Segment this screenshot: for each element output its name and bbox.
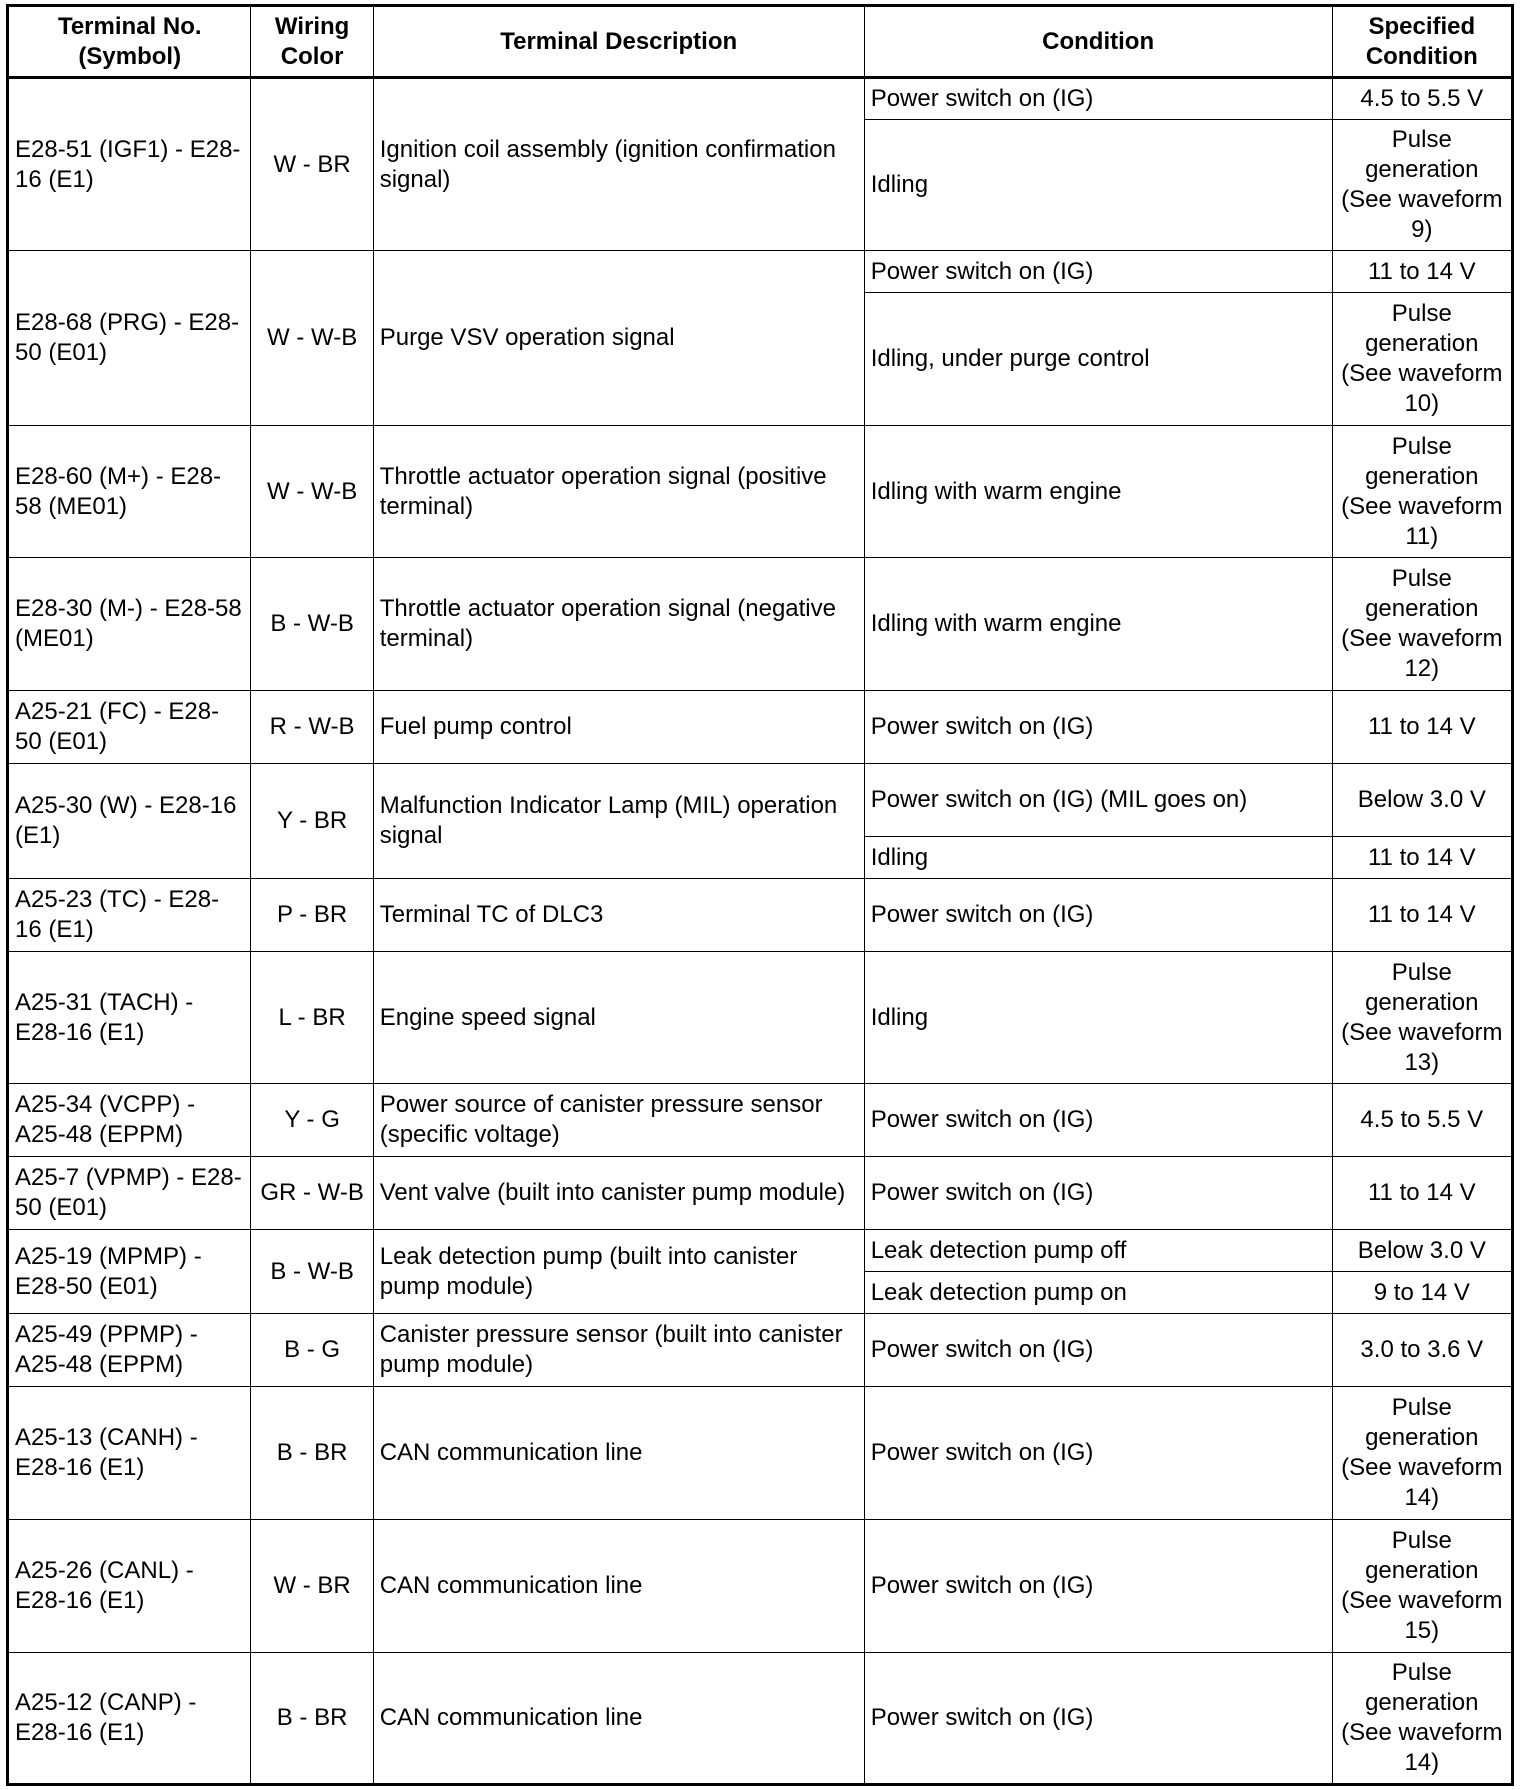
description-cell: Vent valve (built into canister pump module) [373, 1157, 864, 1230]
specified-cell: Pulse generation (See waveform 15) [1332, 1520, 1512, 1653]
header-terminal: Terminal No. (Symbol) [8, 6, 251, 78]
description-cell: CAN communication line [373, 1387, 864, 1520]
terminal-cell: E28-60 (M+) - E28-58 (ME01) [8, 426, 251, 558]
condition-cell: Leak detection pump off [864, 1230, 1332, 1272]
table-row [8, 78, 1513, 120]
condition-cell: Leak detection pump on [864, 1272, 1332, 1314]
condition-cell: Idling [864, 120, 1332, 251]
specified-cell: 9 to 14 V [1332, 1272, 1512, 1314]
condition-cell: Power switch on (IG) [864, 1520, 1332, 1653]
wiring-color-cell: GR - W-B [251, 1157, 373, 1230]
wiring-color-cell: Y - G [251, 1084, 373, 1157]
terminal-cell: A25-49 (PPMP) - A25-48 (EPPM) [8, 1314, 251, 1387]
condition-cell: Idling, under purge control [864, 293, 1332, 426]
condition-cell: Power switch on (IG) [864, 1157, 1332, 1230]
description-cell: Malfunction Indicator Lamp (MIL) operation signal [373, 764, 864, 879]
description-cell: Throttle actuator operation signal (negative terminal) [373, 558, 864, 691]
terminal-cell: A25-19 (MPMP) - E28-50 (E01) [8, 1230, 251, 1314]
header-terminal-description: Terminal Description [373, 6, 864, 78]
description-cell: Throttle actuator operation signal (positive terminal) [373, 426, 864, 558]
terminal-cell: A25-13 (CANH) - E28-16 (E1) [8, 1387, 251, 1520]
description-cell: Fuel pump control [373, 691, 864, 764]
wiring-color-cell: L - BR [251, 952, 373, 1084]
wiring-color-cell: R - W-B [251, 691, 373, 764]
description-cell: CAN communication line [373, 1520, 864, 1653]
header-specified-condition: Specified Condition [1332, 6, 1512, 78]
table-row [8, 1230, 1513, 1272]
wiring-color-cell: B - W-B [251, 558, 373, 691]
table-row [8, 558, 1513, 691]
table-row [8, 1157, 1513, 1230]
condition-cell: Power switch on (IG) [864, 879, 1332, 952]
table-row [8, 879, 1513, 952]
condition-cell: Power switch on (IG) [864, 1314, 1332, 1387]
terminal-cell: A25-26 (CANL) - E28-16 (E1) [8, 1520, 251, 1653]
description-cell: CAN communication line [373, 1653, 864, 1785]
wiring-color-cell: Y - BR [251, 764, 373, 879]
table-row [8, 764, 1513, 837]
specified-cell: 11 to 14 V [1332, 251, 1512, 293]
condition-cell: Power switch on (IG) [864, 1084, 1332, 1157]
description-cell: Leak detection pump (built into canister pump module) [373, 1230, 864, 1314]
wiring-color-cell: B - G [251, 1314, 373, 1387]
table-row [8, 1084, 1513, 1157]
header-row [8, 6, 1513, 78]
terminal-cell: A25-31 (TACH) - E28-16 (E1) [8, 952, 251, 1084]
terminal-cell: E28-68 (PRG) - E28-50 (E01) [8, 251, 251, 426]
specified-cell: 11 to 14 V [1332, 879, 1512, 952]
table-row [8, 426, 1513, 558]
table-row [8, 952, 1513, 1084]
table-row [8, 1653, 1513, 1785]
terminal-cell: A25-30 (W) - E28-16 (E1) [8, 764, 251, 879]
condition-cell: Power switch on (IG) [864, 251, 1332, 293]
wiring-color-cell: P - BR [251, 879, 373, 952]
table-row [8, 1314, 1513, 1387]
description-cell: Engine speed signal [373, 952, 864, 1084]
description-cell: Terminal TC of DLC3 [373, 879, 864, 952]
terminal-cell: A25-12 (CANP) - E28-16 (E1) [8, 1653, 251, 1785]
description-cell: Power source of canister pressure sensor (specific voltage) [373, 1084, 864, 1157]
table-row [8, 1387, 1513, 1520]
condition-cell: Power switch on (IG) (MIL goes on) [864, 764, 1332, 837]
condition-cell: Power switch on (IG) [864, 691, 1332, 764]
wiring-color-cell: W - W-B [251, 426, 373, 558]
condition-cell: Idling with warm engine [864, 558, 1332, 691]
wiring-color-cell: W - BR [251, 1520, 373, 1653]
wiring-color-cell: W - BR [251, 78, 373, 251]
specified-cell: 4.5 to 5.5 V [1332, 78, 1512, 120]
specified-cell: Pulse generation (See waveform 11) [1332, 426, 1512, 558]
specified-cell: 11 to 14 V [1332, 691, 1512, 764]
description-cell: Canister pressure sensor (built into canister pump module) [373, 1314, 864, 1387]
table-row [8, 1520, 1513, 1653]
specified-cell: 3.0 to 3.6 V [1332, 1314, 1512, 1387]
terminal-cell: A25-34 (VCPP) - A25-48 (EPPM) [8, 1084, 251, 1157]
wiring-color-cell: B - BR [251, 1653, 373, 1785]
terminal-spec-table [6, 4, 1514, 1786]
header-condition: Condition [864, 6, 1332, 78]
terminal-cell: A25-21 (FC) - E28-50 (E01) [8, 691, 251, 764]
specified-cell: 4.5 to 5.5 V [1332, 1084, 1512, 1157]
header-wiring-color: Wiring Color [251, 6, 373, 78]
specified-cell: Below 3.0 V [1332, 764, 1512, 837]
wiring-color-cell: W - W-B [251, 251, 373, 426]
specified-cell: Pulse generation (See waveform 10) [1332, 293, 1512, 426]
specified-cell: Pulse generation (See waveform 14) [1332, 1653, 1512, 1785]
description-cell: Purge VSV operation signal [373, 251, 864, 426]
terminal-cell: A25-23 (TC) - E28-16 (E1) [8, 879, 251, 952]
condition-cell: Idling with warm engine [864, 426, 1332, 558]
specified-cell: 11 to 14 V [1332, 837, 1512, 879]
terminal-cell: E28-30 (M-) - E28-58 (ME01) [8, 558, 251, 691]
specified-cell: Below 3.0 V [1332, 1230, 1512, 1272]
condition-cell: Power switch on (IG) [864, 1387, 1332, 1520]
specified-cell: 11 to 14 V [1332, 1157, 1512, 1230]
wiring-color-cell: B - W-B [251, 1230, 373, 1314]
description-cell: Ignition coil assembly (ignition confirmation signal) [373, 78, 864, 251]
table-row [8, 691, 1513, 764]
condition-cell: Power switch on (IG) [864, 1653, 1332, 1785]
condition-cell: Idling [864, 952, 1332, 1084]
specified-cell: Pulse generation (See waveform 14) [1332, 1387, 1512, 1520]
table-row [8, 251, 1513, 293]
specified-cell: Pulse generation (See waveform 13) [1332, 952, 1512, 1084]
condition-cell: Idling [864, 837, 1332, 879]
wiring-color-cell: B - BR [251, 1387, 373, 1520]
specified-cell: Pulse generation (See waveform 9) [1332, 120, 1512, 251]
specified-cell: Pulse generation (See waveform 12) [1332, 558, 1512, 691]
terminal-cell: A25-7 (VPMP) - E28-50 (E01) [8, 1157, 251, 1230]
terminal-cell: E28-51 (IGF1) - E28-16 (E1) [8, 78, 251, 251]
condition-cell: Power switch on (IG) [864, 78, 1332, 120]
